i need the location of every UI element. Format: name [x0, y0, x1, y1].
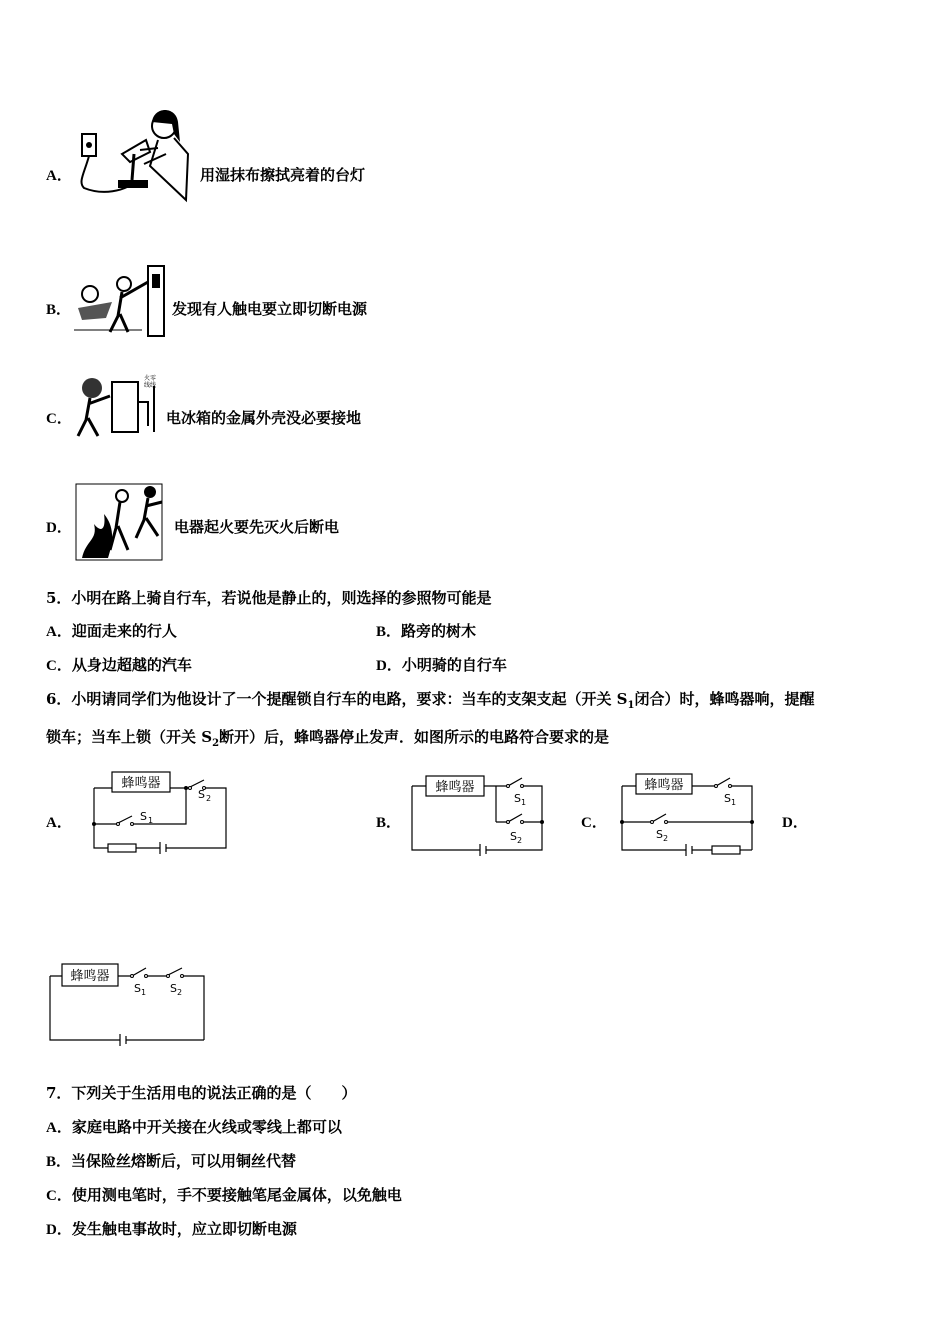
q4-option-b[interactable]: [46, 299, 71, 320]
circuit-c-s2-label: S: [656, 828, 663, 841]
q5-option-b[interactable]: [376, 621, 476, 642]
q5-option-d-text: 小明骑的自行车: [401, 656, 507, 674]
q5-option-b-letter: B．: [376, 624, 402, 640]
q5-option-a[interactable]: [46, 621, 177, 642]
q6-option-c-letter[interactable]: C．: [581, 815, 607, 831]
q7-option-d[interactable]: [46, 1219, 297, 1240]
q4-option-b-image: [72, 262, 170, 338]
q7-option-b[interactable]: [46, 1151, 296, 1172]
circuit-b-s2-sub: 2: [517, 836, 523, 845]
q6-stem-line2: [46, 727, 609, 754]
circuit-d-s1-label: S: [134, 982, 141, 995]
q5-option-a-text: 迎面走来的行人: [71, 622, 177, 640]
q4-option-a-image: [74, 104, 198, 212]
q5-option-c-text: 从身边超越的汽车: [71, 656, 192, 674]
q5-option-c-letter: C．: [46, 658, 72, 674]
q6-stem-line1-b: 闭合）时，蜂鸣器响，提醒: [634, 690, 815, 708]
q4-option-d-letter: D．: [46, 520, 72, 536]
q6-circuit-c: [618, 770, 758, 862]
q5-option-c[interactable]: [46, 655, 192, 676]
q7-option-a[interactable]: [46, 1117, 342, 1138]
circuit-c-s1-sub: 1: [731, 798, 737, 807]
circuit-c-buzzer-label: 蜂鸣器: [644, 778, 684, 793]
circuit-a-s1-sub: 1: [148, 816, 154, 825]
q7-option-b-letter: B．: [46, 1154, 72, 1170]
circuit-a-s2-sub: 2: [206, 794, 212, 803]
q7-option-c[interactable]: [46, 1185, 402, 1206]
q7-option-b-text: 当保险丝熔断后，可以用铜丝代替: [71, 1152, 297, 1170]
q6-stem-line1: [46, 689, 814, 716]
circuit-a-buzzer-label: 蜂鸣器: [121, 776, 161, 791]
q4-option-c[interactable]: [46, 408, 72, 429]
q6-option-b-letter[interactable]: B．: [376, 815, 402, 831]
q4-option-c-letter: C．: [46, 411, 72, 427]
q4-option-d-image: [72, 480, 170, 562]
q7-option-a-letter: A．: [46, 1120, 72, 1136]
circuit-a-s2-label: S: [198, 788, 205, 801]
q5-option-b-text: 路旁的树木: [401, 622, 477, 640]
circuit-d-s1-sub: 1: [141, 988, 147, 997]
q4-option-d-text: 电器起火要先灭火后断电: [174, 518, 340, 536]
q4-option-b-text: 发现有人触电要立即切断电源: [172, 300, 368, 318]
q6-stem-line1-sub: 1: [627, 700, 635, 711]
q7-option-c-letter: C．: [46, 1188, 72, 1204]
circuit-b-s1-sub: 1: [521, 798, 527, 807]
circuit-d-s2-label: S: [170, 982, 177, 995]
q6-stem-line2-sub: 2: [212, 738, 220, 749]
q4-option-c-text: 电冰箱的金属外壳没必要接地: [166, 409, 362, 427]
circuit-b-s1-label: S: [514, 792, 521, 805]
q6-stem-line1-a: 6．小明请同学们为他设计了一个提醒锁自行车的电路，要求：当车的支架支起（开关 S: [46, 690, 628, 708]
q7-stem: 7．下列关于生活用电的说法正确的是（ ）: [46, 1084, 357, 1102]
q5-option-a-letter: A．: [46, 624, 72, 640]
circuit-c-s1-label: S: [724, 792, 731, 805]
q6-stem-line2-a: 锁车；当车上锁（开关 S: [46, 728, 213, 746]
q4-option-a-text: 用湿抹布擦拭亮着的台灯: [200, 166, 366, 184]
circuit-c-s2-sub: 2: [663, 834, 669, 843]
q4c-label-line1: 火零: [144, 375, 157, 382]
q6-circuit-a: [86, 764, 236, 859]
q4-option-a[interactable]: [46, 165, 72, 186]
circuit-d-buzzer-label: 蜂鸣器: [70, 969, 110, 984]
circuit-b-buzzer-label: 蜂鸣器: [435, 780, 475, 795]
q7-option-a-text: 家庭电路中开关接在火线或零线上都可以: [71, 1118, 342, 1136]
q6-circuit-b: [408, 772, 548, 864]
q5-option-d-letter: D．: [376, 658, 402, 674]
q7-option-d-letter: D．: [46, 1222, 72, 1238]
q5-option-d[interactable]: [376, 655, 507, 676]
q6-stem-line2-b: 断开）后，蜂鸣器停止发声．如图所示的电路符合要求的是: [219, 728, 610, 746]
q5-stem: 5．小明在路上骑自行车，若说他是静止的，则选择的参照物可能是: [46, 589, 492, 607]
q6-option-d-letter[interactable]: D．: [782, 815, 808, 831]
circuit-a-s1-label: S: [140, 810, 147, 823]
q4-option-d[interactable]: [46, 517, 72, 538]
q6-option-a-letter[interactable]: A．: [46, 815, 72, 831]
q7-option-d-text: 发生触电事故时，应立即切断电源: [71, 1220, 297, 1238]
q4-option-a-letter: A．: [46, 168, 72, 184]
q6-circuit-d: [46, 958, 210, 1054]
circuit-b-s2-label: S: [510, 830, 517, 843]
q4-option-b-letter: B．: [46, 302, 72, 318]
circuit-d-s2-sub: 2: [177, 988, 183, 997]
q4c-label-line2: 线线: [144, 382, 157, 389]
q4-option-c-image: [72, 372, 164, 440]
q7-option-c-text: 使用测电笔时，手不要接触笔尾金属体，以免触电: [71, 1186, 402, 1204]
